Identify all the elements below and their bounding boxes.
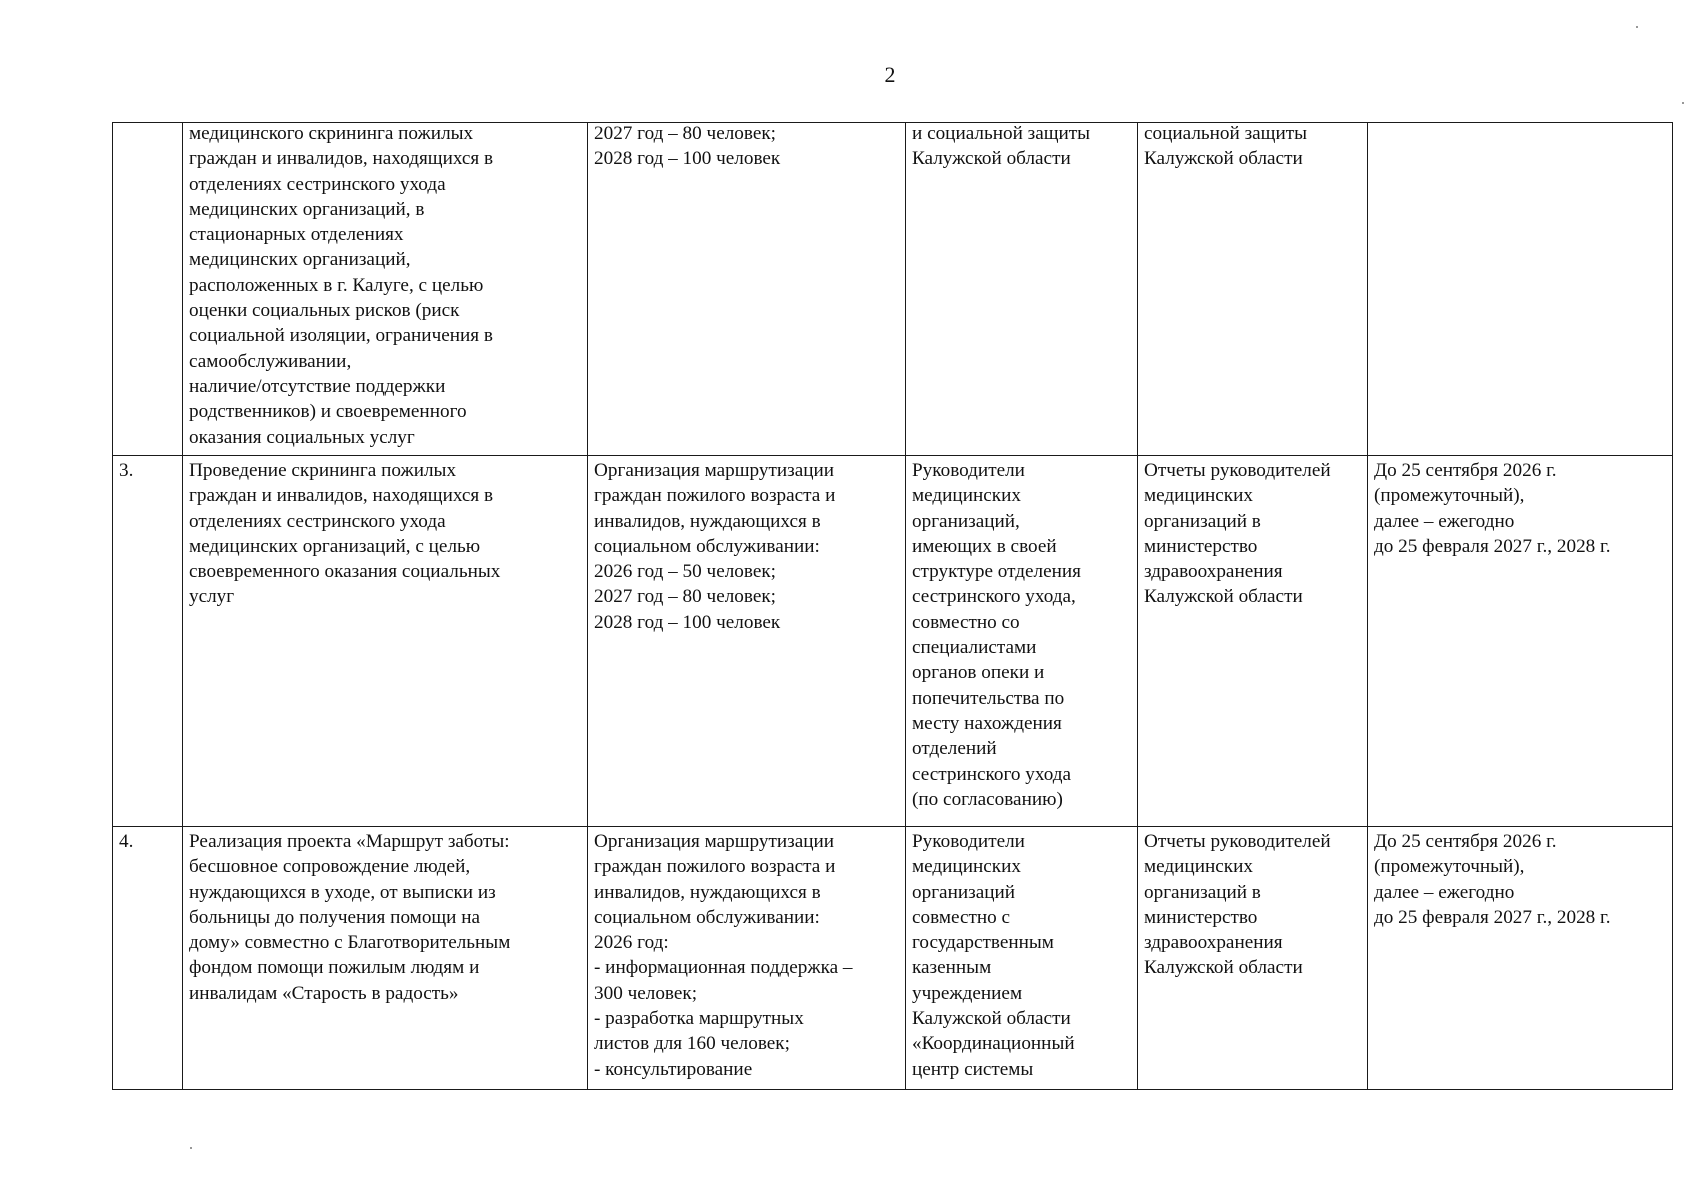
responsible-cell: Руководители медицинских организаций, имеющих в своей структуре отделения сестринского ухода, совместно со специалистами органов опеки и попечительства по месту нахождения отделений сестринского ухода (по согласованию) [906, 456, 1138, 827]
event-cell: медицинского скрининга пожилых граждан и инвалидов, находящихся в отделениях сестринского ухода медицинских организаций, в стационарных отделениях медицинских организаций, расположенных в г. Калуге, с целью оценки социальных рисков (риск социальной изоляции, ограничения в самообслуживании, наличие/отсутствие поддержки родственников) и своевременного оказания социальных услуг [183, 123, 588, 456]
term-cell [1368, 123, 1673, 456]
event-cell: Проведение скрининга пожилых граждан и инвалидов, находящихся в отделениях сестринского ухода медицинских организаций, с целью своевременного оказания социальных услуг [183, 456, 588, 827]
table-row [113, 123, 1673, 456]
row-number-cell [113, 123, 183, 456]
term-cell: До 25 сентября 2026 г. (промежуточный), далее – ежегодно до 25 февраля 2027 г., 2028 г. [1368, 456, 1673, 827]
scan-speck [1636, 26, 1638, 28]
result-cell: Организация маршрутизации граждан пожилого возраста и инвалидов, нуждающихся в социальном обслуживании: 2026 год: - информационная поддержка – 300 человек; - разработка маршрутных листов для 160 человек; - консультирование [588, 827, 906, 1090]
report-cell: социальной защиты Калужской области [1138, 123, 1368, 456]
row-number-cell: 4. [113, 827, 183, 1090]
responsible-cell: и социальной защиты Калужской области [906, 123, 1138, 456]
measures-table [112, 122, 1673, 1090]
scan-speck [1682, 102, 1684, 104]
result-cell: Организация маршрутизации граждан пожилого возраста и инвалидов, нуждающихся в социальном обслуживании: 2026 год – 50 человек; 2027 год – 80 человек; 2028 год – 100 человек [588, 456, 906, 827]
result-cell: 2027 год – 80 человек; 2028 год – 100 человек [588, 123, 906, 456]
responsible-cell: Руководители медицинских организаций совместно с государственным казенным учреждением Калужской области «Координационный центр системы [906, 827, 1138, 1090]
report-cell: Отчеты руководителей медицинских организаций в министерство здравоохранения Калужской области [1138, 456, 1368, 827]
table-row [113, 827, 1673, 1090]
report-cell: Отчеты руководителей медицинских организаций в министерство здравоохранения Калужской области [1138, 827, 1368, 1090]
table-row [113, 456, 1673, 827]
row-number-cell: 3. [113, 456, 183, 827]
term-cell: До 25 сентября 2026 г. (промежуточный), далее – ежегодно до 25 февраля 2027 г., 2028 г. [1368, 827, 1673, 1090]
event-cell: Реализация проекта «Маршрут заботы: бесшовное сопровождение людей, нуждающихся в уходе, от выписки из больницы до получения помощи на дому» совместно с Благотворительным фондом помощи пожилым людям и инвалидам «Старость в радость» [183, 827, 588, 1090]
scan-speck [190, 1147, 192, 1149]
page-number: 2 [884, 62, 896, 87]
